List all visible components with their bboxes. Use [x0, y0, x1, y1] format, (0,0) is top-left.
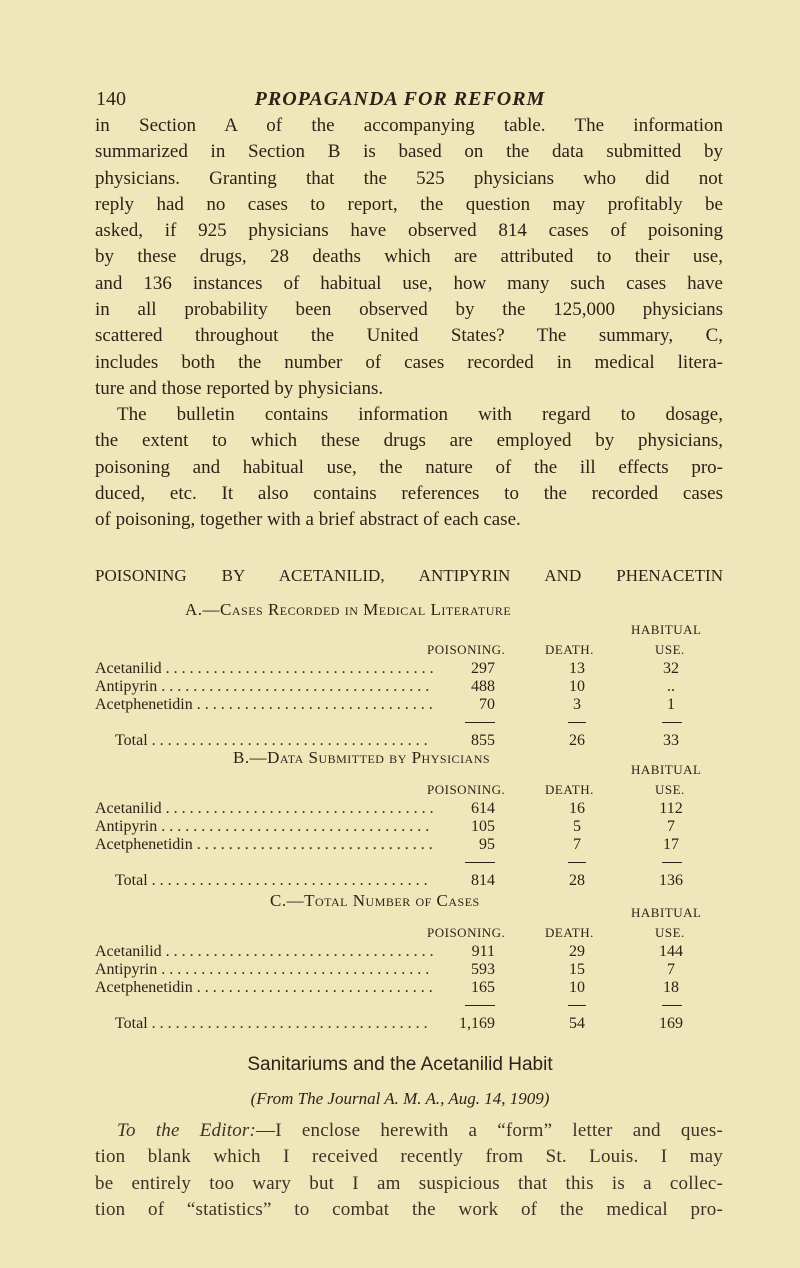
- table-row: [95, 660, 725, 678]
- death-value: 54: [569, 1015, 585, 1032]
- row-label: Acetphenetidin: [95, 696, 193, 713]
- row-label-cell: [95, 943, 435, 961]
- sum-rule: [465, 862, 495, 863]
- habitual-value: 1: [667, 696, 675, 713]
- text-line: the extent to which these drugs are employed by physicians,: [95, 430, 723, 452]
- text-line: by these drugs, 28 deaths which are attributed to their use,: [95, 246, 723, 268]
- poisoning-value: 911: [471, 943, 495, 960]
- row-label-cell: [115, 1015, 435, 1033]
- poisoning-value: 105: [471, 818, 495, 835]
- text-line: scattered throughout the United States? The summary, C,: [95, 325, 723, 347]
- letter-text: [95, 1118, 723, 1223]
- section-heading: C.—Total Number of Cases: [270, 891, 480, 910]
- total-row: [95, 1015, 725, 1033]
- table-row: [95, 979, 725, 997]
- leader-dots: . . . . . . . . . . . . . . . . . . . . . . . . . . . . . . . . . .: [157, 678, 430, 695]
- table-row: [95, 818, 725, 836]
- poisoning-value: 593: [471, 961, 495, 978]
- letter-line: be entirely too wary but I am suspicious that this is a collec-: [95, 1172, 723, 1194]
- column-header-death: DEATH.: [545, 642, 594, 657]
- death-value: 5: [573, 818, 581, 835]
- letter-line: tion of “statistics” to combat the work of the medical pro-: [95, 1198, 723, 1220]
- habitual-value: 32: [663, 660, 679, 677]
- text-line: poisoning and habitual use, the nature of the ill effects pro-: [95, 456, 723, 478]
- leader-dots: . . . . . . . . . . . . . . . . . . . . . . . . . . . . . . . . . . .: [147, 1015, 428, 1032]
- column-header-death: DEATH.: [545, 925, 594, 940]
- letter-line: [95, 1118, 723, 1144]
- text-line: includes both the number of cases recorded in medical litera-: [95, 351, 723, 373]
- row-label-cell: [95, 800, 435, 818]
- text-line: reply had no cases to report, the question may profitably be: [95, 193, 723, 215]
- leader-dots: . . . . . . . . . . . . . . . . . . . . . . . . . . . . . .: [192, 836, 433, 853]
- death-value: 16: [569, 800, 585, 817]
- habitual-value: 144: [659, 943, 683, 960]
- text-line: and 136 instances of habitual use, how many such cases have: [95, 272, 723, 294]
- column-header-use: USE.: [655, 925, 685, 940]
- row-label: Acetanilid: [95, 660, 162, 677]
- sum-rule: [465, 722, 495, 723]
- habitual-value: 136: [659, 872, 683, 889]
- poisoning-value: 95: [479, 836, 495, 853]
- running-title: PROPAGANDA FOR REFORM: [254, 88, 546, 110]
- row-label-cell: [95, 979, 435, 997]
- leader-dots: . . . . . . . . . . . . . . . . . . . . . . . . . . . . . . . . . .: [157, 818, 430, 835]
- page-number: 140: [96, 88, 126, 110]
- habitual-value: 7: [667, 818, 675, 835]
- row-label: Antipyrin: [95, 961, 158, 978]
- habitual-value: 112: [659, 800, 683, 817]
- row-label: Acetphenetidin: [95, 979, 193, 996]
- text-line: in Section A of the accompanying table. The information: [95, 115, 723, 136]
- leader-dots: . . . . . . . . . . . . . . . . . . . . . . . . . . . . . . . . . .: [157, 961, 430, 978]
- table-row: [95, 943, 725, 961]
- text-line: of poisoning, together with a brief abstract of each case.: [95, 509, 521, 531]
- text-line: in all probability been observed by the 125,000 physicians: [95, 299, 723, 321]
- text-line: ture and those reported by physicians.: [95, 377, 384, 399]
- column-header-poisoning: POISONING.: [427, 642, 506, 657]
- poisoning-value: 165: [471, 979, 495, 996]
- sum-rule: [662, 862, 682, 863]
- sum-rule: [662, 1005, 682, 1006]
- poisoning-value: 297: [471, 660, 495, 677]
- column-header-poisoning: POISONING.: [427, 925, 506, 940]
- row-label: Antipyrin: [95, 678, 158, 695]
- row-label: Total: [115, 732, 148, 749]
- row-label-cell: [95, 660, 435, 678]
- text-line: summarized in Section B is based on the data submitted by: [95, 141, 723, 163]
- row-label-cell: [95, 818, 435, 836]
- sum-rule: [568, 1005, 586, 1006]
- salutation: To the Editor:: [117, 1120, 257, 1141]
- section-heading: B.—Data Submitted by Physicians: [233, 748, 491, 767]
- row-label-cell: [95, 678, 435, 696]
- sum-rule: [662, 722, 682, 723]
- text-line: duced, etc. It also contains references to the recorded cases: [95, 482, 723, 504]
- death-value: 7: [573, 836, 581, 853]
- table-row: [95, 800, 725, 818]
- leader-dots: . . . . . . . . . . . . . . . . . . . . . . . . . . . . . . . . . .: [161, 800, 434, 817]
- table-row: [95, 678, 725, 696]
- habitual-value: ..: [667, 678, 675, 695]
- column-header-habitual: HABITUAL: [631, 905, 702, 920]
- row-label: Acetanilid: [95, 800, 162, 817]
- row-label-cell: [95, 836, 435, 854]
- column-header-habitual: HABITUAL: [631, 762, 702, 777]
- article-title: Sanitariums and the Acetanilid Habit: [247, 1054, 553, 1075]
- death-value: 13: [569, 660, 585, 677]
- letter-line: tion blank which I received recently from St. Louis. I may: [95, 1146, 723, 1168]
- leader-dots: . . . . . . . . . . . . . . . . . . . . . . . . . . . . . . . . . . .: [147, 732, 428, 749]
- poisoning-value: 614: [471, 800, 495, 817]
- death-value: 28: [569, 872, 585, 889]
- column-header-habitual: HABITUAL: [631, 622, 702, 637]
- row-label-cell: [95, 961, 435, 979]
- habitual-value: 7: [667, 961, 675, 978]
- habitual-value: 17: [663, 836, 679, 853]
- death-value: 26: [569, 732, 585, 749]
- habitual-value: 18: [663, 979, 679, 996]
- poisoning-value: 1,169: [459, 1015, 495, 1032]
- sum-rule: [568, 862, 586, 863]
- leader-dots: . . . . . . . . . . . . . . . . . . . . . . . . . . . . . .: [192, 696, 433, 713]
- paragraph-1: [95, 113, 723, 402]
- column-header-use: USE.: [655, 782, 685, 797]
- column-header-use: USE.: [655, 642, 685, 657]
- death-value: 15: [569, 961, 585, 978]
- table-row: [95, 961, 725, 979]
- poisoning-value: 70: [479, 696, 495, 713]
- text-line: The bulletin contains information with regard to dosage,: [117, 404, 723, 425]
- paragraph-2: [95, 402, 723, 533]
- habitual-value: 33: [663, 732, 679, 749]
- death-value: 3: [573, 696, 581, 713]
- sum-rule: [465, 1005, 495, 1006]
- text-line: physicians. Granting that the 525 physicians who did not: [95, 167, 723, 189]
- death-value: 10: [569, 979, 585, 996]
- leader-dots: . . . . . . . . . . . . . . . . . . . . . . . . . . . . . . . . . . .: [147, 872, 428, 889]
- leader-dots: . . . . . . . . . . . . . . . . . . . . . . . . . . . . . . . . . .: [161, 660, 434, 677]
- row-label-cell: [115, 872, 435, 890]
- text-line: asked, if 925 physicians have observed 814 cases of poisoning: [95, 220, 723, 242]
- death-value: 29: [569, 943, 585, 960]
- section-heading: A.—Cases Recorded in Medical Literature: [185, 600, 512, 619]
- table-row: [95, 696, 725, 714]
- table-title: POISONING BY ACETANILID, ANTIPYRIN AND PHENACETIN: [95, 566, 723, 585]
- row-label: Antipyrin: [95, 818, 158, 835]
- column-header-poisoning: POISONING.: [427, 782, 506, 797]
- leader-dots: . . . . . . . . . . . . . . . . . . . . . . . . . . . . . .: [192, 979, 433, 996]
- row-label: Acetphenetidin: [95, 836, 193, 853]
- poisoning-value: 855: [471, 732, 495, 749]
- habitual-value: 169: [659, 1015, 683, 1032]
- table-row: [95, 836, 725, 854]
- total-row: [95, 872, 725, 890]
- row-label: Acetanilid: [95, 943, 162, 960]
- row-label: Total: [115, 1015, 148, 1032]
- poisoning-value: 814: [471, 872, 495, 889]
- letter-line-text: —I enclose herewith a “form” letter and ques-: [256, 1120, 723, 1141]
- column-header-death: DEATH.: [545, 782, 594, 797]
- sum-rule: [568, 722, 586, 723]
- leader-dots: . . . . . . . . . . . . . . . . . . . . . . . . . . . . . . . . . .: [161, 943, 434, 960]
- poisoning-value: 488: [471, 678, 495, 695]
- death-value: 10: [569, 678, 585, 695]
- article-source: (From The Journal A. M. A., Aug. 14, 1909): [250, 1089, 550, 1108]
- row-label: Total: [115, 872, 148, 889]
- row-label-cell: [95, 696, 435, 714]
